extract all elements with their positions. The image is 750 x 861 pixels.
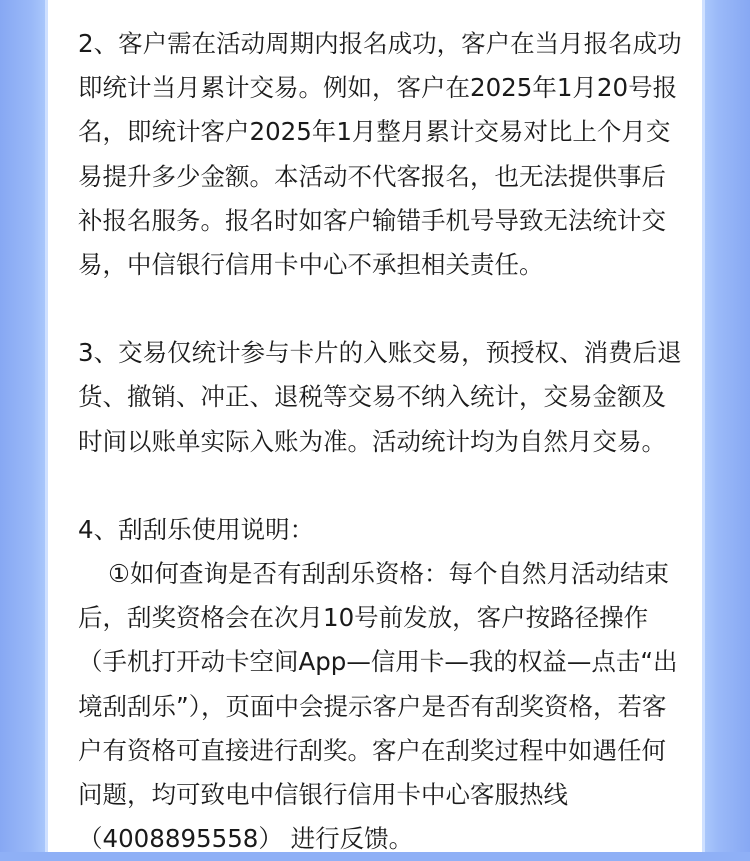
right-decorative-band — [705, 0, 750, 852]
section-spacer — [78, 287, 684, 331]
rule-section-2: 2、客户需在活动周期内报名成功，客户在当月报名成功即统计当月累计交易。例如，客户在2025年1月20号报名，即统计客户2025年1月整月累计交易对比上个月交易提升多少金额。本活动不代客报名，也无法提供事后补报名服务。报名时如客户输错手机号导致无法统计交易，中信银行信用卡中心不承担相关责任。 — [78, 29, 682, 280]
rule-section-4-heading: 4、刮刮乐使用说明： — [78, 514, 315, 544]
left-decorative-band — [0, 0, 45, 852]
rule-section-3: 3、交易仅统计参与卡片的入账交易，预授权、消费后退货、撤销、冲正、退税等交易不纳入统计，交易金额及时间以账单实际入账为准。活动统计均为自然月交易。 — [78, 338, 682, 456]
rule-section-4-item-1: ①如何查询是否有刮刮乐资格：每个自然月活动结束后，刮奖资格会在次月10号前发放，客户按路径操作（手机打开动卡空间App—信用卡—我的权益—点击“出境刮刮乐”），页面中会提示客户是否有刮奖资格，若客户有资格可直接进行刮奖。客户在刮奖过程中如遇任何问题，均可致电中信银行信用卡中心客服热线（4008895558） 进行反馈。 — [78, 559, 678, 854]
rules-panel — [45, 0, 705, 852]
rules-content — [78, 22, 684, 861]
section-spacer — [78, 464, 684, 508]
